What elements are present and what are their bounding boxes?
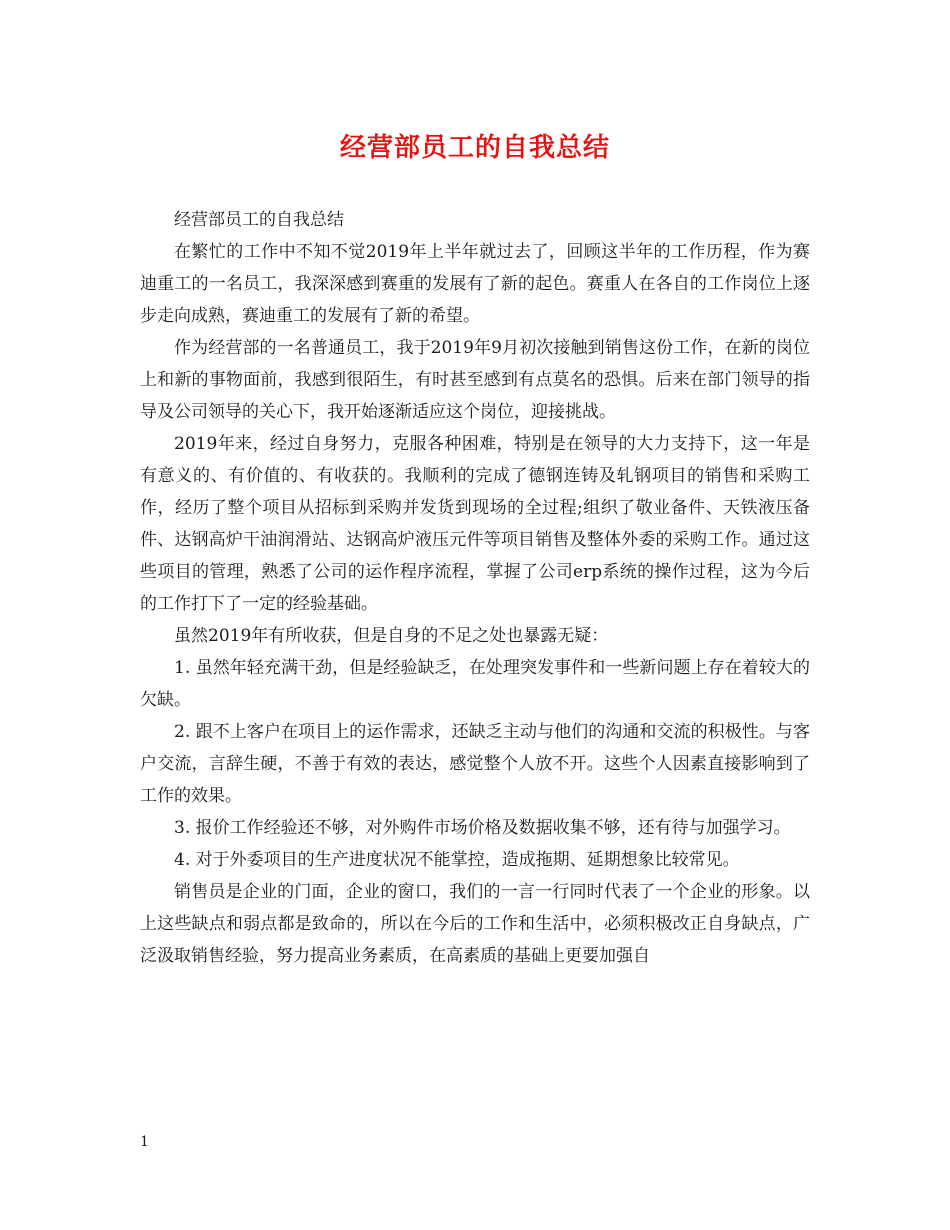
document-body [140, 204, 810, 972]
document-title: 经营部员工的自我总结 [339, 133, 610, 163]
paragraph-intro: 在繁忙的工作中不知不觉2019年上半年就过去了，回顾这半年的工作历程，作为赛迪重工的一名员工，我深深感到赛重的发展有了新的起色。赛重人在各自的工作岗位上逐步走向成熟，赛迪重工的发展有了新的希望。 [140, 242, 810, 326]
page-number: 1 [140, 1134, 149, 1150]
paragraph-shortcoming-1: 1. 虽然年轻充满干劲，但是经验缺乏，在处理突发事件和一些新问题上存在着较大的欠缺。 [140, 658, 810, 710]
paragraph-shortcoming-3: 3. 报价工作经验还不够，对外购件市场价格及数据收集不够，还有待与加强学习。 [174, 818, 791, 838]
paragraph-subtitle: 经营部员工的自我总结 [174, 210, 344, 230]
paragraph-role: 作为经营部的一名普通员工，我于2019年9月初次接触到销售这份工作，在新的岗位上和新的事物面前，我感到很陌生，有时甚至感到有点莫名的恐惧。后来在部门领导的指导及公司领导的关心下，我开始逐渐适应这个岗位，迎接挑战。 [140, 338, 810, 422]
paragraph-achievements: 2019年来，经过自身努力，克服各种困难，特别是在领导的大力支持下，这一年是有意义的、有价值的、有收获的。我顺利的完成了德钢连铸及轧钢项目的销售和采购工作，经历了整个项目从招标到采购并发货到现场的全过程;组织了敬业备件、天铁液压备件、达钢高炉干油润滑站、达钢高炉液压元件等项目销售及整体外委的采购工作。通过这些项目的管理，熟悉了公司的运作程序流程，掌握了公司erp系统的操作过程，这为今后的工作打下了一定的经验基础。 [140, 434, 810, 614]
paragraph-shortcoming-4: 4. 对于外委项目的生产进度状况不能掌控，造成拖期、延期想象比较常见。 [174, 850, 740, 870]
paragraph-shortcomings-intro: 虽然2019年有所收获，但是自身的不足之处也暴露无疑： [174, 626, 609, 646]
paragraph-conclusion: 销售员是企业的门面，企业的窗口，我们的一言一行同时代表了一个企业的形象。以上这些缺点和弱点都是致命的，所以在今后的工作和生活中，必须积极改正自身缺点，广泛汲取销售经验，努力提高业务素质，在高素质的基础上更要加强自 [140, 882, 810, 966]
paragraph-shortcoming-2: 2. 跟不上客户在项目上的运作需求，还缺乏主动与他们的沟通和交流的积极性。与客户交流，言辞生硬，不善于有效的表达，感觉整个人放不开。这些个人因素直接影响到了工作的效果。 [140, 722, 810, 806]
